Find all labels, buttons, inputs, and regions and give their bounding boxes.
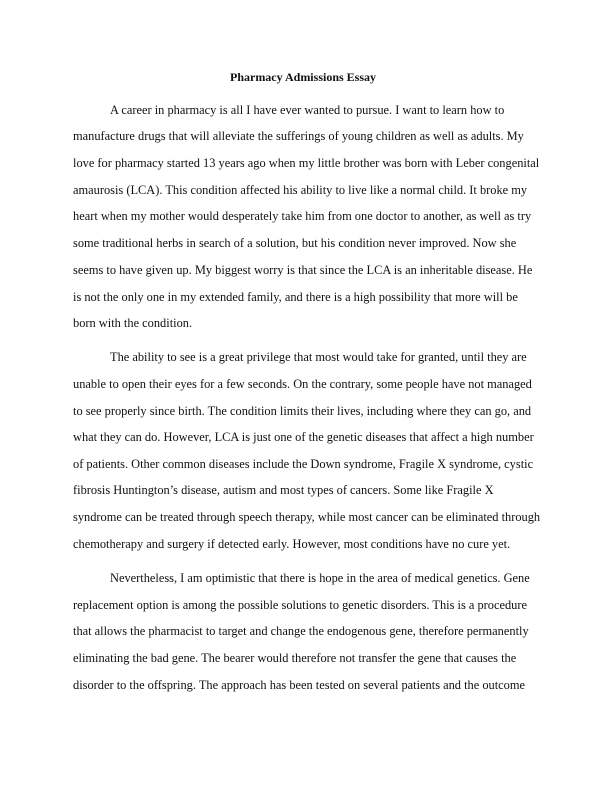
paragraph-2-line-1: The ability to see is a great privilege that most would take for granted, until they are bbox=[110, 350, 527, 364]
paragraph-1-line-4: amaurosis (LCA). This condition affected his ability to live like a normal child. It broke my bbox=[73, 183, 528, 197]
paragraph-2-line-5: of patients. Other common diseases include the Down syndrome, Fragile X syndrome, cystic bbox=[73, 457, 534, 471]
paragraph-1-line-7: seems to have given up. My biggest worry is that since the LCA is an inheritable disease. He bbox=[73, 263, 533, 277]
paragraph-1-line-5: heart when my mother would desperately take him from one doctor to another, as well as try bbox=[73, 209, 532, 223]
paragraph-1-line-2: manufacture drugs that will alleviate the sufferings of young children as well as adults. My bbox=[73, 129, 524, 143]
paragraph-2-line-8: chemotherapy and surgery if detected early. However, most conditions have no cure yet. bbox=[73, 537, 511, 551]
paragraph-2-line-3: to see properly since birth. The condition limits their lives, including where they can go, and bbox=[73, 404, 532, 418]
paragraph-2-line-6: fibrosis Huntington’s disease, autism and most types of cancers. Some like Fragile X bbox=[73, 483, 494, 497]
paragraph-1-line-1: A career in pharmacy is all I have ever wanted to pursue. I want to learn how to bbox=[110, 103, 505, 117]
paragraph-2-line-4: what they can do. However, LCA is just one of the genetic diseases that affect a high number bbox=[73, 430, 534, 444]
paragraph-1-line-8: is not the only one in my extended family, and there is a high possibility that more will be bbox=[73, 290, 518, 304]
paragraph-3-line-5: disorder to the offspring. The approach has been tested on several patients and the outcome bbox=[73, 678, 526, 692]
paragraph-3-line-3: that allows the pharmacist to target and change the endogenous gene, therefore permanently bbox=[73, 624, 529, 638]
paragraph-3-line-1: Nevertheless, I am optimistic that there is hope in the area of medical genetics. Gene bbox=[110, 571, 530, 585]
paragraph-1-line-9: born with the condition. bbox=[73, 316, 193, 330]
paragraph-1-line-3: love for pharmacy started 13 years ago when my little brother was born with Leber congenital bbox=[73, 156, 540, 170]
paragraph-2-line-2: unable to open their eyes for a few seconds. On the contrary, some people have not managed bbox=[73, 377, 532, 391]
document-title: Pharmacy Admissions Essay bbox=[229, 70, 377, 84]
paragraph-1-line-6: some traditional herbs in search of a solution, but his condition never improved. Now she bbox=[73, 236, 517, 250]
paragraph-3-line-4: eliminating the bad gene. The bearer would therefore not transfer the gene that causes the bbox=[73, 651, 517, 665]
paragraph-3-line-2: replacement option is among the possible solutions to genetic disorders. This is a procedure bbox=[73, 598, 528, 612]
paragraph-2-line-7: syndrome can be treated through speech therapy, while most cancer can be eliminated through bbox=[73, 510, 541, 524]
